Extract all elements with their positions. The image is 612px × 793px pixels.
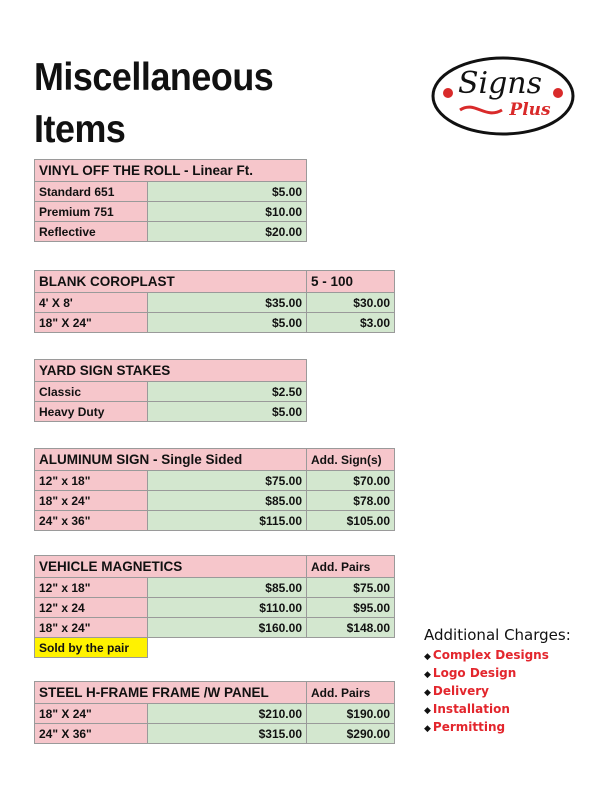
aluminum-row-name: 18" x 24": [35, 491, 148, 511]
hframe-row-name: 18" X 24": [35, 704, 148, 724]
bullet-icon: ◆: [424, 688, 431, 698]
charge-label: Installation: [432, 702, 510, 716]
aluminum-col2-header: Add. Sign(s): [307, 449, 395, 471]
vinyl-row-name: Reflective: [35, 222, 148, 242]
list-item: [424, 719, 604, 737]
aluminum-row-price2: $78.00: [307, 491, 395, 511]
vinyl-row-price: $10.00: [148, 202, 307, 222]
stakes-table: [34, 359, 307, 422]
aluminum-table: [34, 448, 395, 531]
additional-charges-list: [424, 647, 604, 737]
magnetics-table: [34, 555, 395, 658]
logo-word-plus: Plus: [509, 100, 551, 120]
magnetics-row-name: 12" x 18": [35, 578, 148, 598]
magnetics-col2-header: Add. Pairs: [307, 556, 395, 578]
hframe-row-price2: $290.00: [307, 724, 395, 744]
logo-word-signs: Signs: [457, 66, 543, 101]
magnetics-row-price: $160.00: [148, 618, 307, 638]
hframe-row-name: 24" X 36": [35, 724, 148, 744]
bullet-icon: ◆: [424, 670, 431, 680]
coroplast-col2-header: 5 - 100: [307, 271, 395, 293]
magnetics-row-name: 18" x 24": [35, 618, 148, 638]
stakes-row-price: $2.50: [148, 382, 307, 402]
coroplast-table: [34, 270, 395, 333]
magnetics-header: VEHICLE MAGNETICS: [35, 556, 307, 578]
magnetics-row-price2: $95.00: [307, 598, 395, 618]
magnetics-note: Sold by the pair: [35, 638, 148, 658]
hframe-header: STEEL H-FRAME FRAME /W PANEL: [35, 682, 307, 704]
signs-plus-logo: [430, 55, 576, 137]
aluminum-row-price2: $70.00: [307, 471, 395, 491]
aluminum-row-price: $75.00: [148, 471, 307, 491]
charge-label: Delivery: [432, 684, 489, 698]
page-title: Miscellaneous Items: [34, 56, 274, 151]
aluminum-row-price: $85.00: [148, 491, 307, 511]
bullet-icon: ◆: [424, 706, 431, 716]
aluminum-row-price2: $105.00: [307, 511, 395, 531]
coroplast-row-price: $35.00: [148, 293, 307, 313]
magnetics-row-price: $110.00: [148, 598, 307, 618]
stakes-row-name: Classic: [35, 382, 148, 402]
additional-charges-heading: Additional Charges:: [424, 626, 571, 644]
magnetics-row-price2: $75.00: [307, 578, 395, 598]
charge-label: Complex Designs: [432, 648, 549, 662]
charge-label: Logo Design: [432, 666, 517, 680]
coroplast-row-name: 4' X 8': [35, 293, 148, 313]
coroplast-row-name: 18" X 24": [35, 313, 148, 333]
aluminum-row-name: 24" x 36": [35, 511, 148, 531]
aluminum-header: ALUMINUM SIGN - Single Sided: [35, 449, 307, 471]
bullet-icon: ◆: [424, 724, 431, 734]
additional-charges: [424, 626, 604, 737]
list-item: [424, 647, 604, 665]
coroplast-row-price2: $30.00: [307, 293, 395, 313]
magnetics-row-name: 12" x 24: [35, 598, 148, 618]
hframe-row-price: $210.00: [148, 704, 307, 724]
hframe-table: [34, 681, 395, 744]
magnetics-row-price: $85.00: [148, 578, 307, 598]
coroplast-header: BLANK COROPLAST: [35, 271, 307, 293]
aluminum-row-price: $115.00: [148, 511, 307, 531]
coroplast-row-price2: $3.00: [307, 313, 395, 333]
vinyl-table: [34, 159, 307, 242]
hframe-row-price2: $190.00: [307, 704, 395, 724]
vinyl-row-name: Premium 751: [35, 202, 148, 222]
stakes-header: YARD SIGN STAKES: [35, 360, 307, 382]
hframe-row-price: $315.00: [148, 724, 307, 744]
vinyl-row-price: $20.00: [148, 222, 307, 242]
vinyl-row-name: Standard 651: [35, 182, 148, 202]
list-item: [424, 701, 604, 719]
coroplast-row-price: $5.00: [148, 313, 307, 333]
hframe-col2-header: Add. Pairs: [307, 682, 395, 704]
stakes-row-price: $5.00: [148, 402, 307, 422]
aluminum-row-name: 12" x 18": [35, 471, 148, 491]
vinyl-header: VINYL OFF THE ROLL - Linear Ft.: [35, 160, 307, 182]
list-item: [424, 683, 604, 701]
stakes-row-name: Heavy Duty: [35, 402, 148, 422]
list-item: [424, 665, 604, 683]
magnetics-row-price2: $148.00: [307, 618, 395, 638]
vinyl-row-price: $5.00: [148, 182, 307, 202]
charge-label: Permitting: [432, 720, 506, 734]
bullet-icon: ◆: [424, 652, 431, 662]
